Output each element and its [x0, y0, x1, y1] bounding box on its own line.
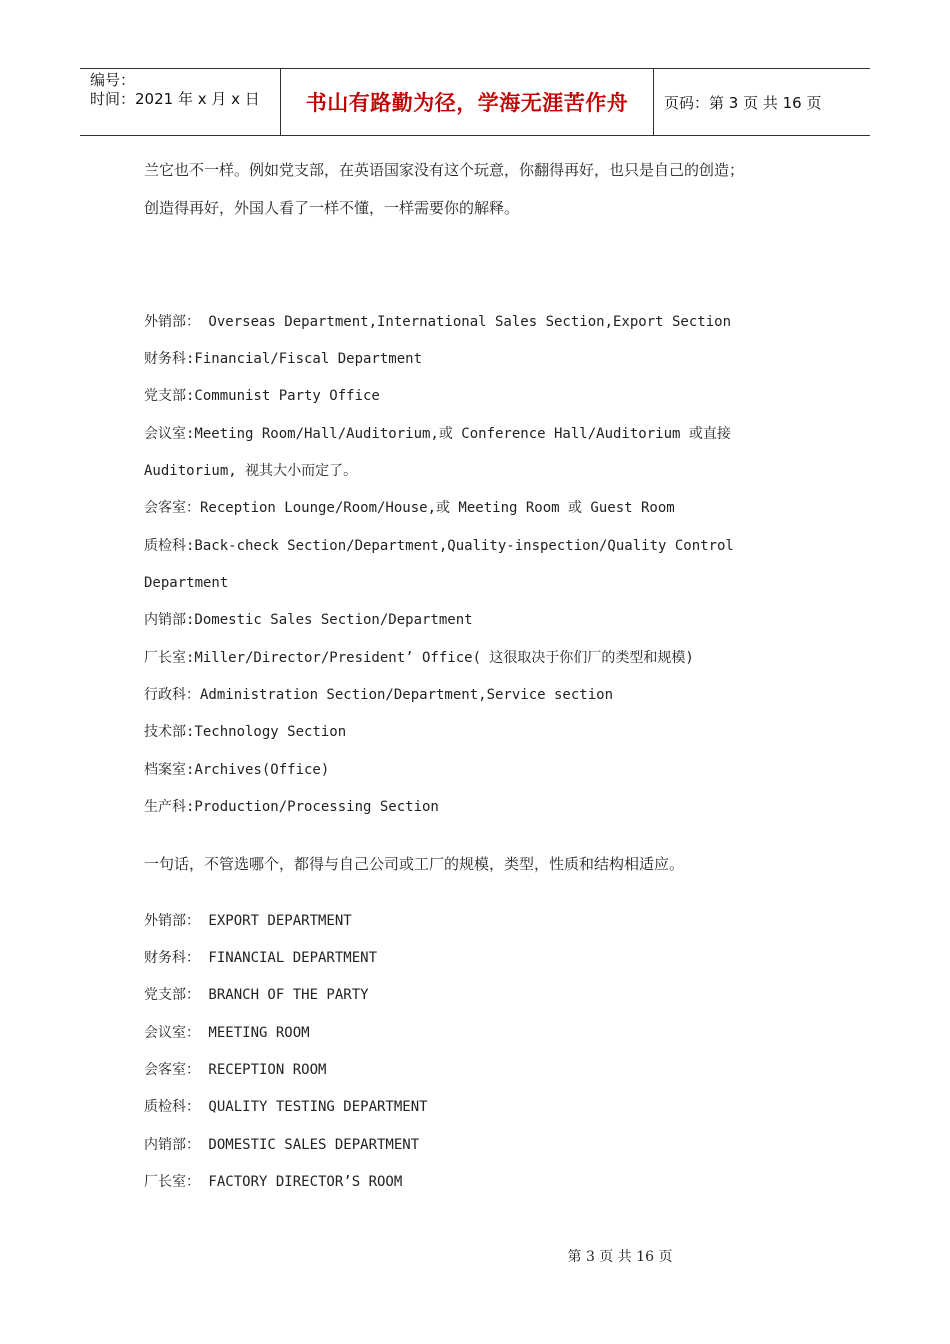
list-item: 技术部:Technology Section [144, 724, 347, 740]
header-motto: 书山有路勤为径，学海无涯苦作舟 [281, 69, 654, 135]
page-header [80, 68, 870, 136]
intro-line: 兰它也不一样。例如党支部，在英语国家没有这个玩意，你翻得再好，也只是自己的创造； [144, 161, 745, 179]
list-item: 会议室： MEETING ROOM [144, 1025, 310, 1041]
list-item: 会客室： RECEPTION ROOM [144, 1062, 327, 1078]
list-item: 财务科:Financial/Fiscal Department [144, 351, 423, 367]
intro-line: 创造得再好，外国人看了一样不懂，一样需要你的解释。 [144, 199, 520, 217]
list-item: 党支部： BRANCH OF THE PARTY [144, 987, 369, 1003]
summary-line: 一句话，不管选哪个，都得与自己公司或工厂的规模，类型，性质和结构相适应。 [144, 855, 685, 873]
list-item: 生产科:Production/Processing Section [144, 799, 439, 815]
list-item: 会客室：Reception Lounge/Room/House,或 Meeting Room 或 Guest Room [144, 500, 675, 516]
header-meta [80, 69, 281, 135]
list-item: 内销部： DOMESTIC SALES DEPARTMENT [144, 1137, 420, 1153]
list-item: 厂长室:Miller/Director/President’ Office( 这很取决于你们厂的类型和规模) [144, 650, 694, 666]
list-item: 外销部： Overseas Department,International Sales Section,Export Section [144, 314, 732, 330]
list-item: 外销部： EXPORT DEPARTMENT [144, 913, 352, 929]
list-item: 内销部:Domestic Sales Section/Department [144, 612, 473, 628]
list-item: 财务科： FINANCIAL DEPARTMENT [144, 950, 378, 966]
list-item: Department [144, 575, 229, 591]
page-footer: 第 3 页 共 16 页 [567, 1249, 673, 1265]
list-item: 质检科:Back-check Section/Department,Quality-inspection/Quality Control [144, 538, 734, 554]
header-page-number: 页码：第 3 页 共 16 页 [664, 93, 822, 112]
list-item: 党支部:Communist Party Office [144, 388, 380, 404]
list-item: 行政科：Administration Section/Department,Service section [144, 687, 614, 703]
number-label: 编号： [90, 71, 136, 89]
list-item: 质检科： QUALITY TESTING DEPARTMENT [144, 1099, 428, 1115]
list-item: Auditorium, 视其大小而定了。 [144, 463, 358, 479]
list-item: 档案室:Archives(Office) [144, 762, 330, 778]
list-item: 厂长室： FACTORY DIRECTOR’S ROOM [144, 1174, 403, 1190]
date-label: 时间：2021 年 x 月 x 日 [90, 90, 260, 108]
list-item: 会议室:Meeting Room/Hall/Auditorium,或 Conference Hall/Auditorium 或直接 [144, 426, 731, 442]
